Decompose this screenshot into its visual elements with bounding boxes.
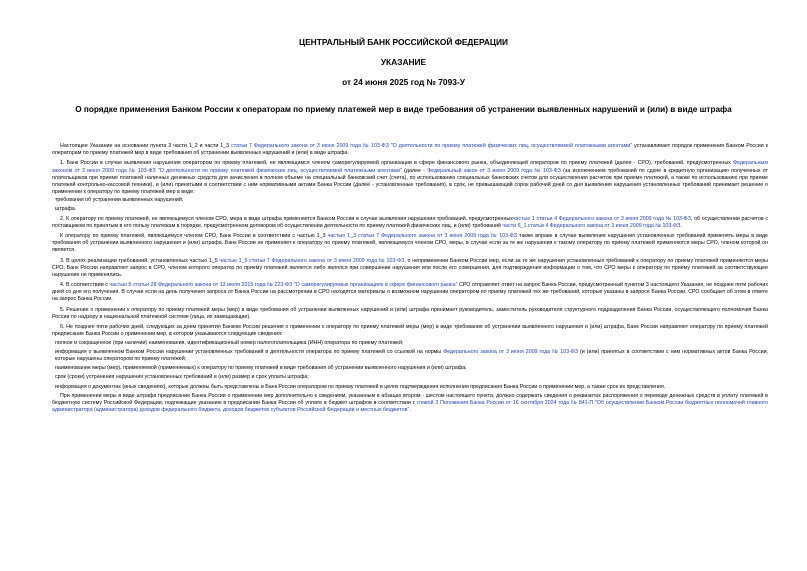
list-item: информация о документах (иных сведениях), которые должны быть представлены в Банк России оператором по приему платежей в целях подтверждения исполнения предписания Банка России о применении мер, а также срок их представления. xyxy=(55,383,666,390)
doc-type: УКАЗАНИЕ xyxy=(380,57,427,67)
list-item: информация о выявленном Банком России нарушении установленных требований в деятельности оператора по приему платежей со ссылкой на нормы Федерального закона от 3 июня 2009 года № 103-ФЗ (и (или) принятых в соответствии с ним нормативных актов Банка России, которые нарушены оператором по приему платежей; xyxy=(55,348,769,362)
paragraph-5: 5. Решение о применении к оператору по приему платежей меры (мер) в виде требования об устранении выявленных нарушений и (или) штрафа принимает руководитель, заместитель руководителя структурного подразделения Банка России, осуществляющего полномочия Банка России по надзору в национальной платежной системе (лица, их замещающие). xyxy=(52,306,768,320)
list-item: срок (сроки) устранения нарушения установленных требований и (или) размер и срок уплаты штрафа; xyxy=(55,374,309,381)
law-link[interactable]: Федеральным законом от 3 июня 2009 года № 103-ФЗ "О деятельности по приему платежей физических лиц, осуществляемой платежными агентами" xyxy=(52,160,768,174)
preamble-paragraph: Настоящее Указание на основании пункта 3 части 1_2 и части 1_3 статьи 7 Федерального закона от 3 июня 2009 года № 103-ФЗ "О деятельности по приему платежей физических лиц, осуществляемой платежными агентами" устанавливает порядок применения Банком России к операторам по приему платежей мер в виде требования об устранении выявленных нарушений и (или) в виде штрафа. xyxy=(52,143,769,157)
doc-title: О порядке применения Банком России к операторам по приему платежей мер в виде требования об устранении выявленных нарушений и (или) в виде штрафа xyxy=(75,105,732,114)
paragraph-1: 1. Банк России в случае выявления нарушения оператором по приему платежей, не являющимся членом саморегулируемой организации в сфере финансового рынка, объединяющей операторов по приему платежей (далее - СРО), требований, предусмотренных Федеральным законом от 3 июня 2009 года № 103-ФЗ "О деятельности по приему платежей физических лиц, осуществляемой платежными агентами" (далее - Федеральный закон от 3 июня 2009 года № 103-ФЗ (за исключением требований по сдаче в кредитную организацию полученных от плательщиков при приеме платежей наличных денежных средств для зачисления в полном объеме на специальный банковский счет (счета), по использованию специальных банковских счетов для осуществления расчетов при приеме платежей, а также по использованию при приеме платежей контрольно-кассовой техники), и (или) принятыми в соответствии с ним нормативными актами Банка России (далее - установленные требования), в срок, не превышающий сорок рабочий дней со дня выявления нарушения установленных требований принимает решение о применении к оператору по приему платежей мер в виде: xyxy=(52,160,769,195)
paragraph-2-sub: К оператору по приему платежей, являющемуся членом СРО, Банк России в соответствии с частью 1_3 частью 1_3 статьи 7 Федерального закона от 3 июня 2009 года № 103-ФЗ также вправе в случае выявления нарушения установленных требований применять меры в виде требования об устранении выявленного нарушения и (или) штрафа. Банк России не применяет к оператору по приему платежей, являющемуся членом СРО, меры, в случае если за те же нарушения к такому оператору по приему платежей применяются меры СРО, членом которой он является. xyxy=(52,233,768,254)
law-link[interactable]: Федеральный закон от 3 июня 2009 года № 103-ФЗ xyxy=(427,167,561,174)
paragraph-6: 6. Не позднее пяти рабочих дней, следующих за днем принятия Банком России решения о применении к оператору по приему платежей меры (мер) в виде требования об устранении выявленного нарушения и (или) штрафа, Банк России направляет оператору по приему платежей предписание Банка России о применении мер, в котором указываются следующие сведения: xyxy=(52,324,768,338)
law-link[interactable]: частью 1_5 статьи 7 Федерального закона от 3 июня 2009 года № 103-ФЗ xyxy=(219,257,405,264)
list-item: полное и сокращенное (при наличии) наименования, идентификационный номер налогоплательщика (ИНН) оператора по приему платежей; xyxy=(55,339,404,346)
paragraph-3: 3. В целях реализации требований, установленных частью 1_5 частью 1_5 статьи 7 Федерального закона от 3 июня 2009 года № 103-ФЗ, о неприменении Банком России мер, если за те же нарушения установленных требований к оператору по приему платежей применяются меры СРО, Банк России направляет запрос в СРО, членом которого оператор по приему платежей является либо являлся при совершении нарушения или после его совершения, для подтверждения информации о том, что СРО меры к оператору по приему платежей за соответствующее нарушение не применялись. xyxy=(52,257,768,278)
list-item: наименование меры (мер), применяемой (применяемых) к оператору по приему платежей в виде требования об устранении выявленного нарушения и (или) штрафа; xyxy=(55,365,467,372)
paragraph-2: 2. К оператору по приему платежей, не являющемуся членом СРО, мера в виде штрафа применяется Банком России в случае выявления нарушения требований, предусмотренныхчастью 1 статьи 4 Федерального закона от 3 июня 2009 года № 103-ФЗ, об осуществлении расчетов с поставщиком по принятым в его пользу платежам в порядке, предусмотренном договором об осуществлении деятельности по приему платежей физических лиц, и (или) требований части 6_1 статьи 4 Федерального закона от 3 июня 2009 года № 103-ФЗ. xyxy=(52,215,768,229)
document-body xyxy=(52,143,768,417)
list-item: штрафа. xyxy=(55,206,77,213)
law-link[interactable]: Федерального закона от 3 июня 2009 года № 103-ФЗ xyxy=(443,348,579,355)
law-link[interactable]: статьи 7 Федерального закона от 3 июня 2009 года № 103-ФЗ "О деятельности по приему платежей физических лиц, осуществляемой платежными агентами" xyxy=(231,143,633,149)
law-link[interactable]: частью 1_3 статьи 7 Федерального закона от 3 июня 2009 года № 103-ФЗ xyxy=(327,233,518,240)
paragraph-4: 4. В соответствии с частью 5 статьи 28 Федерального закона от 13 июля 2015 года № 223-ФЗ "О саморегулируемых организациях в сфере финансового рынка" СРО отправляет ответ на запрос Банка России, предусмотренный пунктом 3 настоящего Указания, не позднее пяти рабочих дней со дня его получения. В случае если на день получения запроса от Банка России на рассмотрении в СРО находятся материалы о возможном нарушении оператором по приему платежей тех же требований, которые указаны в запросе Банка России, СРО сообщает об этом в ответе на запрос Банка России. xyxy=(52,282,768,303)
law-link[interactable]: частью 5 статьи 28 Федерального закона от 13 июля 2015 года № 223-ФЗ "О саморегулируемых организациях в сфере финансового рынка" xyxy=(109,282,458,289)
law-link[interactable]: части 6_1 статьи 4 Федерального закона от 3 июня 2009 года № 103-ФЗ xyxy=(502,222,681,229)
list-item: требования об устранении выявленных нарушений; xyxy=(55,197,184,204)
regulation-link[interactable]: главой 3 Положения Банка России от 16 сентября 2024 года № 841-П "Об осуществлении Банком России бюджетных полномочий главного администратора (администратора) доходов федерального бюджета, доходов бюджетов субъектов Российской Федерации и местных бюджетов" xyxy=(52,399,768,413)
paragraph-6-fine: При применении меры в виде штрафа предписание Банка России о применении мер дополнительно к сведениям, указанным в абзацах втором - шестом настоящего пункта, должно содержать сведения о реквизитах распоряжения о переводе денежных средств в уплату платежей в бюджетную систему Российской Федерации, подлежащие указанию в предписании Банка России об уплате в бюджет штрафов в соответствии с главой 3 Положения Банка России от 16 сентября 2024 года № 841-П "Об осуществлении Банком России бюджетных полномочий главного администратора (администратора) доходов федерального бюджета, доходов бюджетов субъектов Российской Федерации и местных бюджетов". xyxy=(52,392,768,413)
org-name: ЦЕНТРАЛЬНЫЙ БАНК РОССИЙСКОЙ ФЕДЕРАЦИИ xyxy=(298,37,509,47)
law-link[interactable]: частью 1 статьи 4 Федерального закона от 3 июня 2009 года № 103-ФЗ xyxy=(512,215,691,222)
doc-date-number: от 24 июня 2025 год № 7093-У xyxy=(342,77,465,87)
